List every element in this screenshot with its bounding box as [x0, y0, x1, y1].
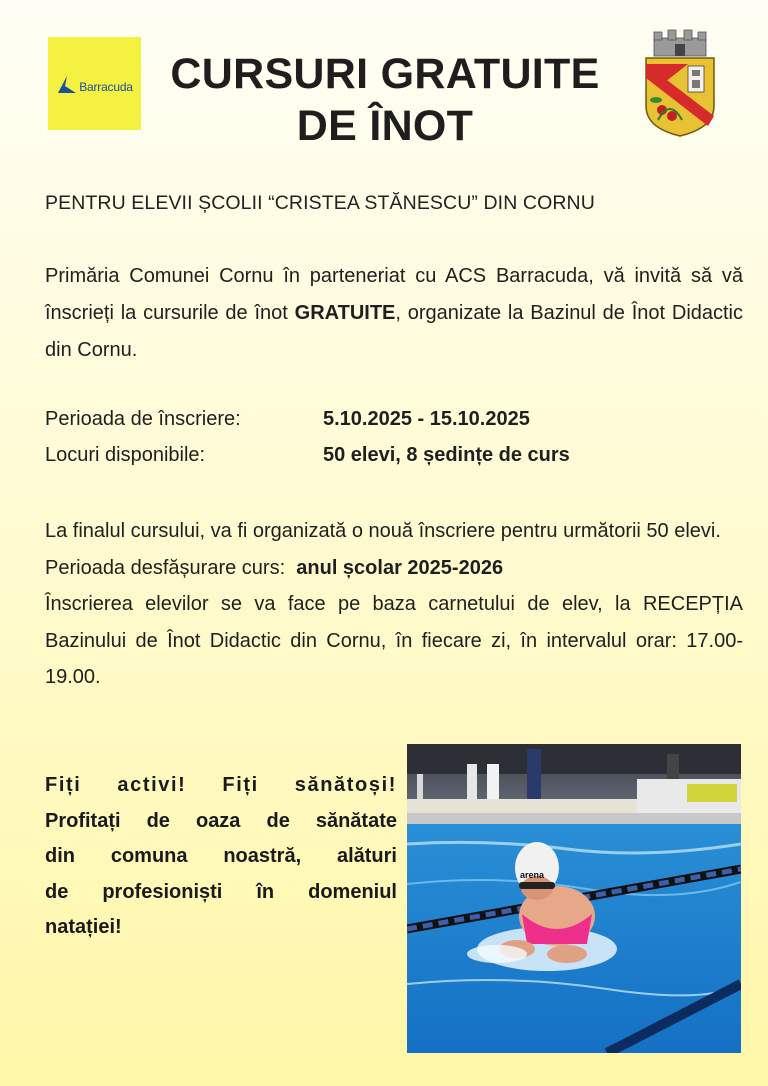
available-places-value: 50 elevi, 8 ședințe de curs: [323, 444, 570, 466]
logo-text: Barracuda: [79, 79, 133, 94]
registration-period-row: [45, 408, 530, 431]
intro-text-1: Primăria Comunei Cornu în parteneriat cu ACS Barracuda, vă invită să vă înscrieți la cursurile de înot: [45, 265, 743, 324]
slogan-line-1: Fiți activi! Fiți sănătoși!: [45, 774, 397, 796]
title-line-1: CURSURI GRATUITE: [170, 50, 600, 98]
slogan-line-2: Profitați de oaza de sănătate: [45, 809, 397, 832]
title-line-2: DE ÎNOT: [296, 102, 474, 150]
barracuda-logo: [48, 37, 141, 130]
intro-paragraph: [45, 258, 743, 369]
slogan-line-3: din comuna noastră, alături: [45, 845, 397, 867]
swimmer-photo: [407, 744, 741, 1053]
registration-period-value: 5.10.2025 - 15.10.2025: [323, 408, 530, 430]
registration-period-label: Perioada de înscriere:: [45, 408, 241, 430]
slogan-line-5: natației!: [45, 916, 122, 938]
available-places-row: [45, 444, 570, 467]
next-registration-text: La finalul cursului, va fi organizată o nouă înscriere pentru următorii 50 elevi.: [45, 520, 721, 542]
slogan-line-4: de profesioniști în domeniul: [45, 880, 397, 903]
cap-brand-text: arena: [520, 870, 545, 880]
available-places-label: Locuri disponibile:: [45, 444, 206, 466]
barracuda-fish-icon: [56, 74, 78, 94]
course-period-row: [45, 550, 743, 587]
course-period-value: anul școlar 2025-2026: [296, 556, 504, 579]
course-period-label: Perioada desfășurare curs:: [45, 556, 286, 579]
coat-of-arms-icon: [640, 28, 720, 138]
registration-instructions: Înscrierea elevilor se va face pe baza carnetului de elev, la RECEPȚIA Bazinului de Înot Didactic din Cornu, în fiecare zi, în intervalul orar: 17.00-19.00.: [45, 593, 743, 688]
page-title: [150, 48, 620, 152]
details-block: [45, 513, 743, 696]
slogan: [45, 768, 397, 946]
subtitle: PENTRU ELEVII ȘCOLII “CRISTEA STĂNESCU” DIN CORNU: [45, 192, 595, 214]
intro-free-emphasis: GRATUITE: [294, 302, 396, 324]
intro-text-2: , organizate la Bazinul de Înot Didactic din Cornu.: [45, 302, 744, 361]
